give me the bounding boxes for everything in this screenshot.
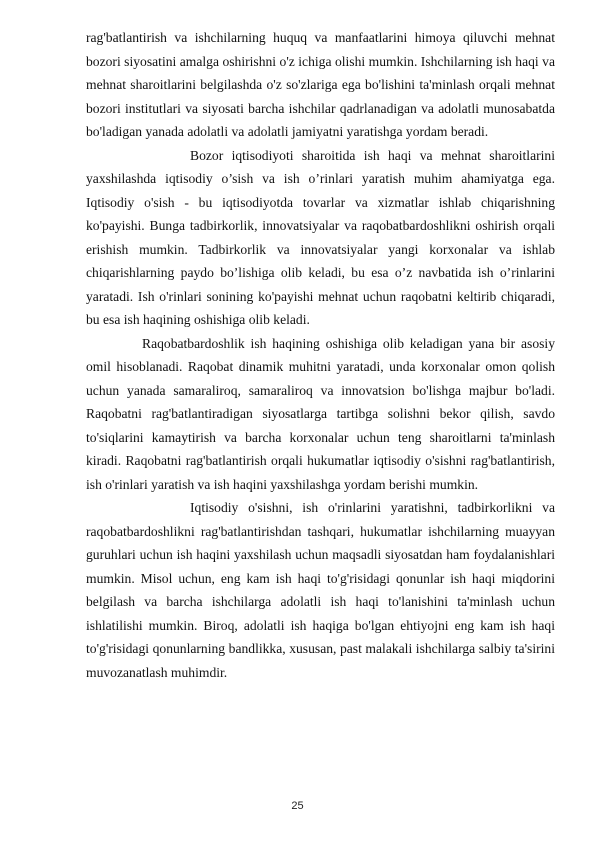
paragraph-continuation: rag'batlantirish va ishchilarning huquq va manfaatlarini himoya qiluvchi mehnat bozori siyosatini amalga oshirishni o'z ichiga olishi mumkin. Ishchilarning ish haqi va mehnat sharoitlarini belgilashda o'z so'zlariga ega bo'lishini ta'minlash orqali mehnat bozori institutlari va siyosati barcha ishchilar qadrlanadigan va adolatli munosabatda bo'ladigan yanada adolatli va adolatli jamiyatni yaratishga yordam beradi. xyxy=(86,30,555,139)
paragraph-targeted-policy: Iqtisodiy o'sishni, ish o'rinlarini yaratishni, tadbirkorlikni va raqobatbardoshlikni rag'batlantirishdan tashqari, hukumatlar ishchilarning muayyan guruhlari uchun ish haqini yaxshilash uchun maqsadli siyosatdan ham foydalanishlari mumkin. Misol uchun, eng kam ish haqi to'g'risidagi qonunlar ish haqi miqdorini belgilash va barcha ishchilarga adolatli ish haqi to'lanishini ta'minlash uchun ishlatilishi mumkin. Biroq, adolatli ish haqiga bo'lgan ehtiyojni eng kam ish haqi to'g'risidagi qonunlarning bandlikka, xususan, past malakali ishchilarga salbiy ta'sirini muvozanatlash muhimdir. xyxy=(86,500,555,680)
paragraph-competitiveness: Raqobatbardoshlik ish haqining oshishiga olib keladigan yana bir asosiy omil hisoblanadi. Raqobat dinamik muhitni yaratadi, unda korxonalar omon qolish uchun yanada samaraliroq, samaraliroq va innovatsion bo'lishga majbur bo'ladi. Raqobatni rag'batlantiradigan siyosatlarga tartibga solishni bekor qilish, savdo to'siqlarini kamaytirish va barcha korxonalar uchun teng sharoitlarni ta'minlash kiradi. Raqobatni rag'batlantirish orqali hukumatlar iqtisodiy o'sishni rag'batlantirish, ish o'rinlari yaratish va ish haqini yaxshilashga yordam berishi mumkin. xyxy=(86,335,555,492)
body-text xyxy=(86,26,555,684)
paragraph-economic-growth: Bozor iqtisodiyoti sharoitida ish haqi va mehnat sharoitlarini yaxshilashda iqtisodiy o’sish va ish o’rinlari yaratish muhim ahamiyatga ega. Iqtisodiy o'sish - bu iqtisodiyotda tovarlar va xizmatlar ishlab chiqarishning ko'payishi. Bunga tadbirkorlik, innovatsiyalar va raqobatbardoshlikni oshirish orqali erishish mumkin. Tadbirkorlik va innovatsiyalar yangi korxonalar va ishlab chiqarishlarning paydo bo’lishiga olib keladi, bu esa o’z navbatida ish o’rinlarini yaratadi. Ish o'rinlari sonining ko'payishi mehnat uchun raqobatni keltirib chiqaradi, bu esa ish haqining oshishiga olib keladi. xyxy=(86,147,555,327)
page-number: 25 xyxy=(291,800,304,812)
